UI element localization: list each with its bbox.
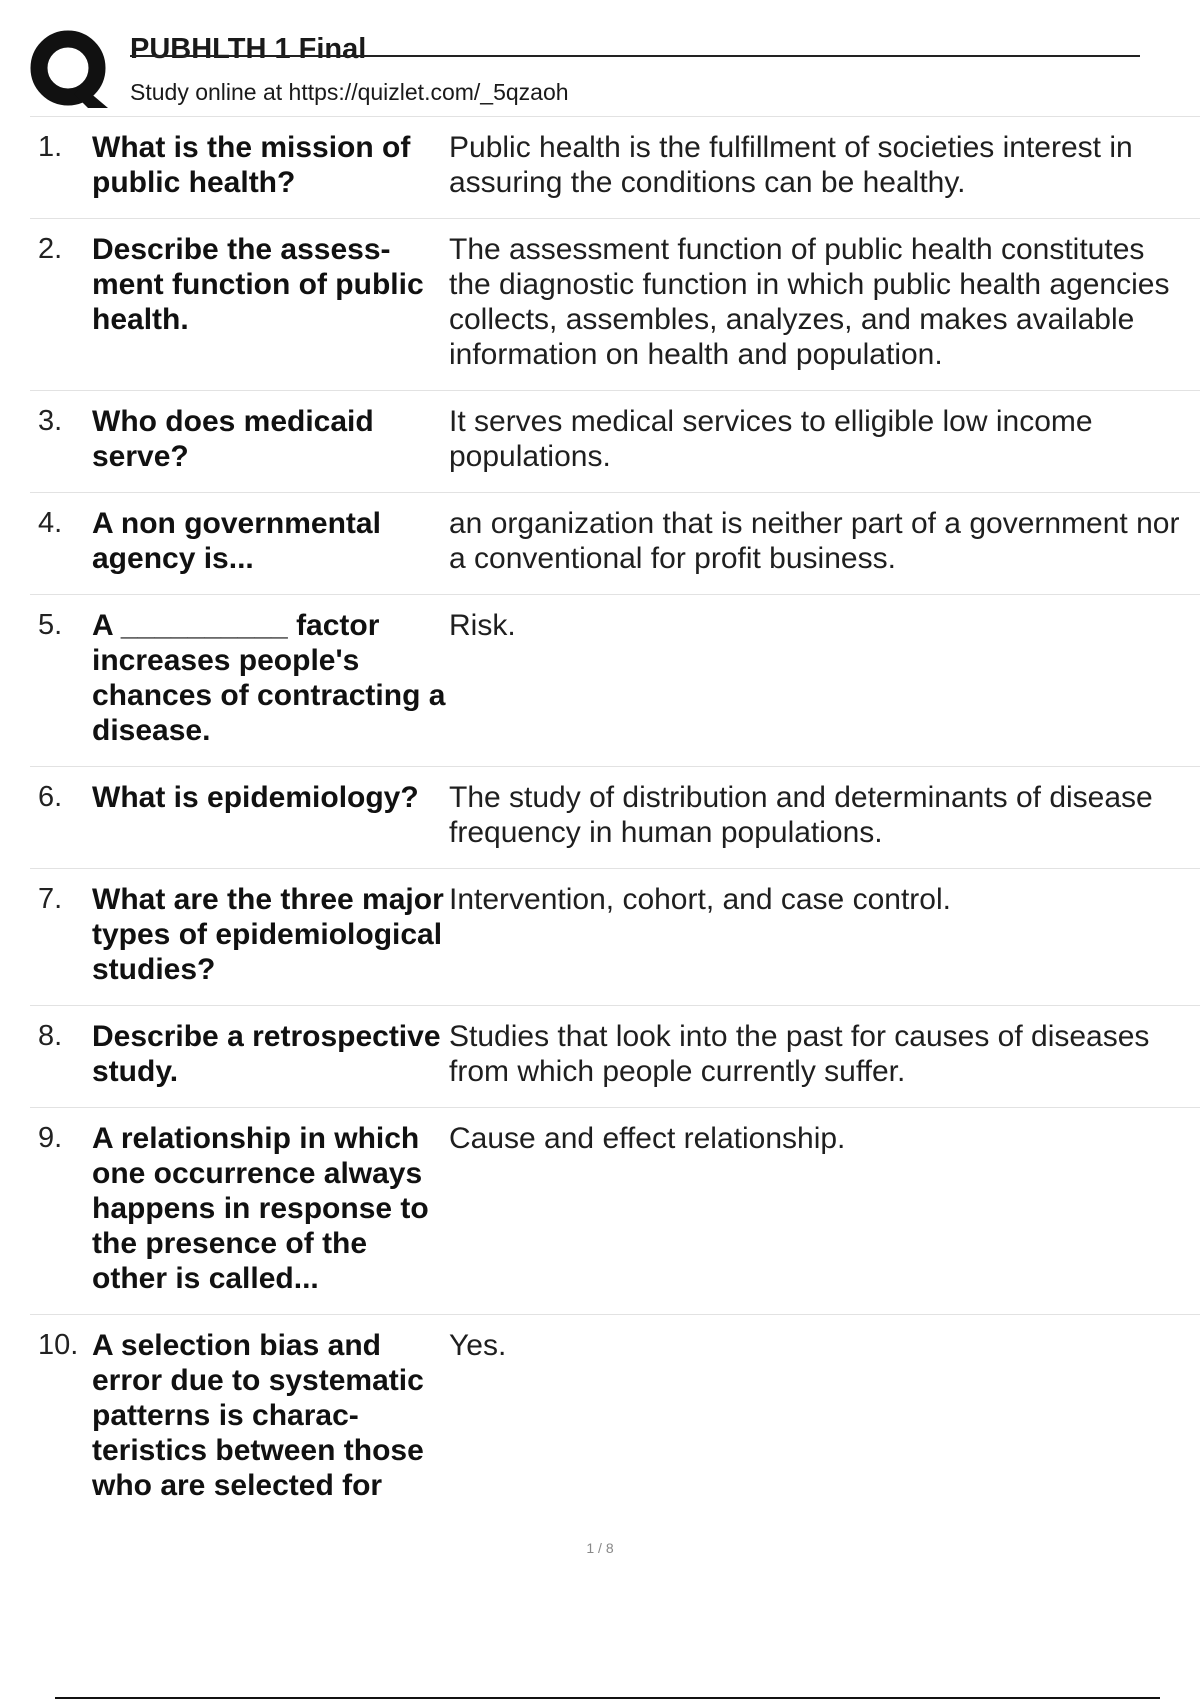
card-number: 6.: [38, 781, 63, 813]
card-number: 3.: [38, 405, 63, 437]
card-term: Who does medicaid serve?: [92, 405, 374, 473]
card-definition: an organization that is neither part of a government nor a conventional for profit business.: [449, 507, 1180, 575]
card-number: 1.: [38, 131, 63, 163]
card-term: What is epidemiology?: [92, 781, 419, 814]
flashcard-row: [30, 766, 1200, 868]
flashcard-row: [30, 1107, 1200, 1314]
flashcard-row: [30, 1005, 1200, 1107]
bottom-divider: [55, 1697, 1160, 1699]
card-definition: Intervention, cohort, and case control.: [449, 883, 951, 916]
flashcard-row: [30, 594, 1200, 766]
card-term: A selection bias and error due to systematic patterns is characteristics between those who are selected for: [92, 1329, 424, 1502]
card-term: A relationship in which one occurrence always happens in response to the presence of the other is called...: [92, 1122, 429, 1295]
card-definition: Studies that look into the past for causes of diseases from which people currently suffer.: [449, 1020, 1150, 1088]
card-term: What is the mission of public health?: [92, 131, 411, 199]
flashcard-list: [30, 116, 1200, 1521]
title-strike-rule: [130, 55, 1140, 57]
study-online-link[interactable]: Study online at https://quizlet.com/_5qzaoh: [130, 79, 569, 105]
card-definition: The assessment function of public health constitutes the diagnostic function in which public health agencies collects, assembles, analyzes, and makes available information on health and population.: [449, 233, 1170, 371]
card-definition: Yes.: [449, 1329, 507, 1362]
card-definition: It serves medical services to elligible low income populations.: [449, 405, 1093, 473]
quizlet-q-logo: [30, 30, 112, 110]
flashcard-row: [30, 218, 1200, 390]
page-number: 1 / 8: [586, 1540, 614, 1556]
document-title: PUBHLTH 1 Final: [130, 33, 367, 65]
card-term: Describe the assessment function of public health.: [92, 233, 424, 336]
card-number: 8.: [38, 1020, 63, 1052]
flashcard-row: [30, 492, 1200, 594]
card-number: 7.: [38, 883, 63, 915]
card-term: What are the three major types of epidemiological studies?: [92, 883, 444, 986]
card-number: 5.: [38, 609, 63, 641]
card-term: A __________ factor increases people's chances of contracting a disease.: [92, 609, 446, 747]
card-term: A non governmental agency is...: [92, 507, 381, 575]
card-definition: The study of distribution and determinants of disease frequency in human populations.: [449, 781, 1153, 849]
page-header: [30, 30, 1140, 110]
card-definition: Cause and effect relationship.: [449, 1122, 846, 1155]
card-number: 10.: [38, 1329, 79, 1361]
card-number: 4.: [38, 507, 63, 539]
card-definition: Public health is the fulfillment of societies interest in assuring the conditions can be healthy.: [449, 131, 1133, 199]
flashcard-row: [30, 868, 1200, 1005]
card-definition: Risk.: [449, 609, 516, 642]
card-number: 2.: [38, 233, 63, 265]
card-number: 9.: [38, 1122, 63, 1154]
card-term: Describe a retrospective study.: [92, 1020, 441, 1088]
flashcard-row: [30, 1314, 1200, 1521]
flashcard-row: [30, 390, 1200, 492]
flashcard-row: [30, 116, 1200, 218]
